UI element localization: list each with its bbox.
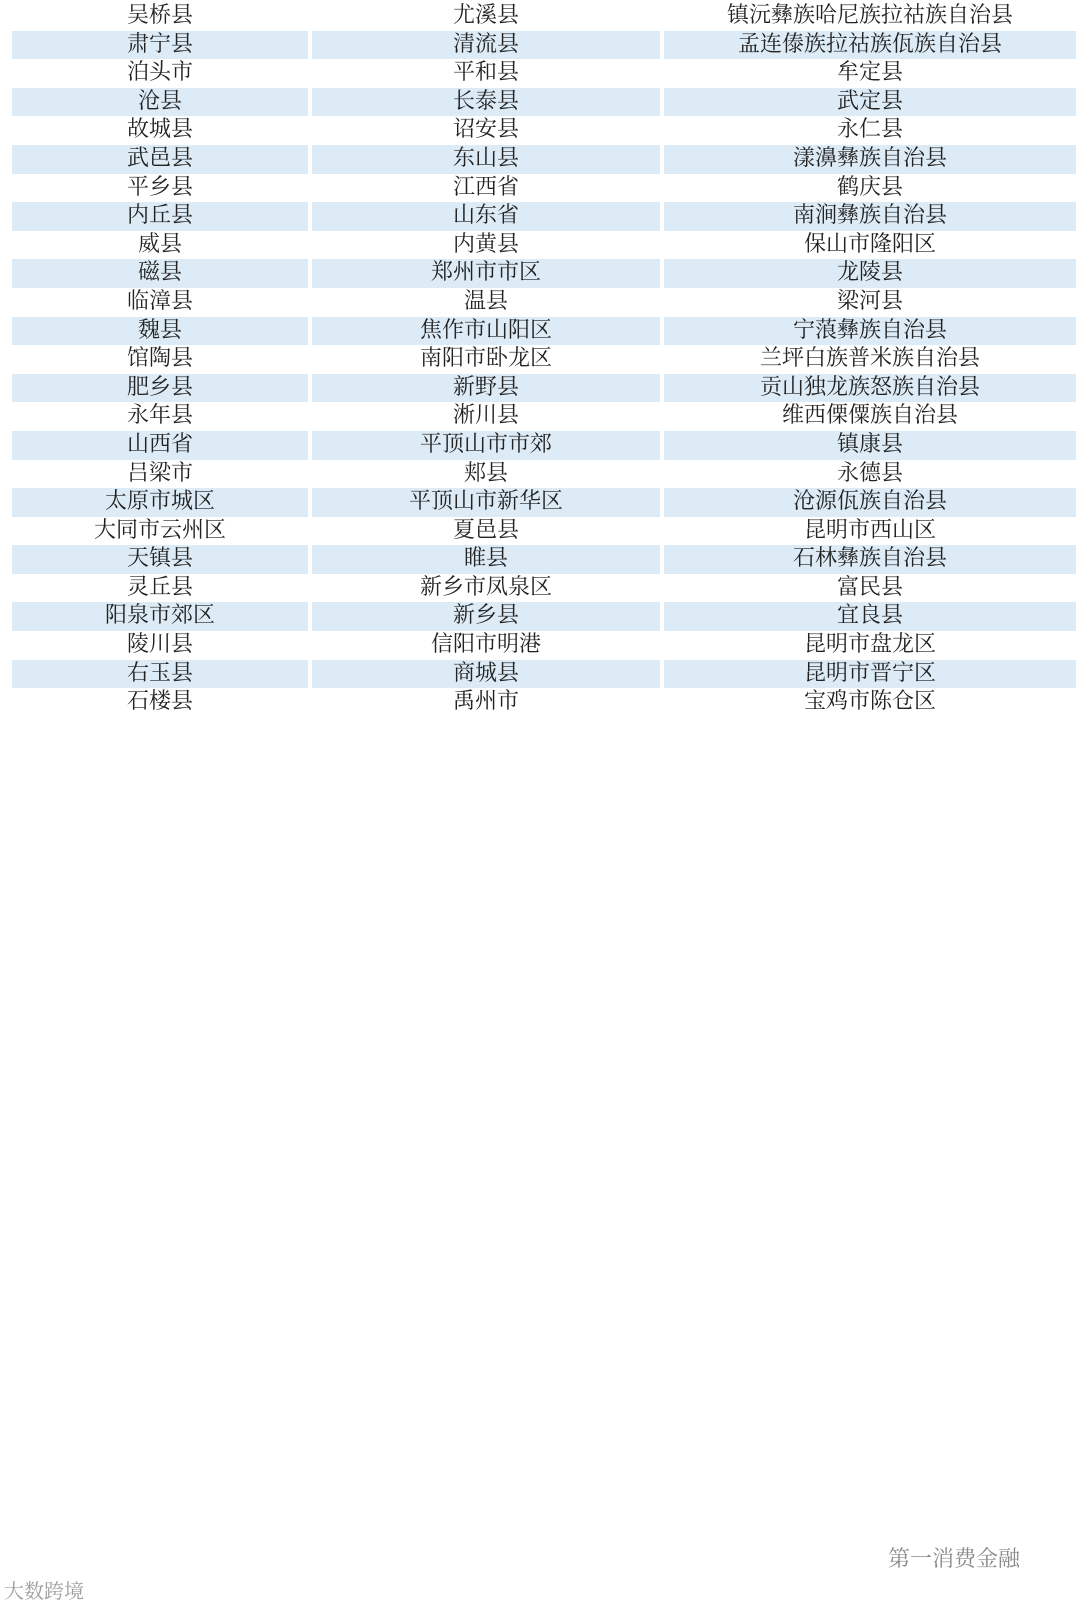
table-row [12,231,1076,260]
table-cell: 阳泉市郊区 [12,602,308,631]
table-cell: 威县 [12,231,308,260]
table-row [12,317,1076,346]
table-cell: 内丘县 [12,202,308,231]
table-cell: 陵川县 [12,631,308,660]
table-cell: 内黄县 [312,231,660,260]
table-cell: 磁县 [12,259,308,288]
table-row [12,431,1076,460]
table-cell: 东山县 [312,145,660,174]
table-cell: 淅川县 [312,402,660,431]
watermark-source: 大数跨境 [4,1579,84,1603]
table-cell: 太原市城区 [12,488,308,517]
table-cell: 宜良县 [664,602,1076,631]
table-cell: 清流县 [312,31,660,60]
table-row [12,174,1076,203]
table-cell: 沧源佤族自治县 [664,488,1076,517]
table-row [12,688,1076,717]
table-cell: 魏县 [12,317,308,346]
table-cell: 故城县 [12,116,308,145]
table-cell: 牟定县 [664,59,1076,88]
table-cell: 富民县 [664,574,1076,603]
table-cell: 昆明市盘龙区 [664,631,1076,660]
table-cell: 镇沅彝族哈尼族拉祜族自治县 [664,2,1076,31]
table-row [12,202,1076,231]
table-row [12,31,1076,60]
table-cell: 诏安县 [312,116,660,145]
table-cell: 昆明市晋宁区 [664,660,1076,689]
table-cell: 维西傈僳族自治县 [664,402,1076,431]
table-row [12,660,1076,689]
table-cell: 新野县 [312,374,660,403]
table-cell: 宝鸡市陈仓区 [664,688,1076,717]
table-cell: 吕梁市 [12,460,308,489]
table-cell: 鹤庆县 [664,174,1076,203]
table-cell: 南涧彝族自治县 [664,202,1076,231]
table-row [12,116,1076,145]
county-list-table [8,2,1080,717]
table-cell: 孟连傣族拉祜族佤族自治县 [664,31,1076,60]
table-cell: 临漳县 [12,288,308,317]
table-row [12,402,1076,431]
table-row [12,574,1076,603]
table-row [12,345,1076,374]
table-cell: 长泰县 [312,88,660,117]
table-cell: 睢县 [312,545,660,574]
table-cell: 温县 [312,288,660,317]
table-cell: 焦作市山阳区 [312,317,660,346]
table-cell: 镇康县 [664,431,1076,460]
table-row [12,288,1076,317]
table-cell: 郏县 [312,460,660,489]
table-row [12,545,1076,574]
table-cell: 石楼县 [12,688,308,717]
table-cell: 永仁县 [664,116,1076,145]
table-cell: 泊头市 [12,59,308,88]
table-cell: 昆明市西山区 [664,517,1076,546]
table-cell: 大同市云州区 [12,517,308,546]
table-cell: 南阳市卧龙区 [312,345,660,374]
table-cell: 右玉县 [12,660,308,689]
table-cell: 禹州市 [312,688,660,717]
table-body [12,2,1076,717]
table-row [12,145,1076,174]
table-cell: 武定县 [664,88,1076,117]
table-cell: 永德县 [664,460,1076,489]
table-cell: 平乡县 [12,174,308,203]
table-row [12,259,1076,288]
table-row [12,602,1076,631]
table-cell: 武邑县 [12,145,308,174]
table-row [12,88,1076,117]
table-cell: 梁河县 [664,288,1076,317]
table-cell: 商城县 [312,660,660,689]
table-cell: 平顶山市市郊 [312,431,660,460]
table-cell: 宁蒗彝族自治县 [664,317,1076,346]
table-cell: 天镇县 [12,545,308,574]
table-row [12,517,1076,546]
table-row [12,488,1076,517]
table-cell: 信阳市明港 [312,631,660,660]
table-cell: 平顶山市新华区 [312,488,660,517]
table-row [12,2,1076,31]
table-cell: 肥乡县 [12,374,308,403]
table-cell: 新乡市凤泉区 [312,574,660,603]
table-row [12,460,1076,489]
table-cell: 馆陶县 [12,345,308,374]
table-cell: 灵丘县 [12,574,308,603]
watermark-wechat: 第一消费金融 [887,1547,1020,1572]
table-cell: 永年县 [12,402,308,431]
table-cell: 沧县 [12,88,308,117]
table-cell: 平和县 [312,59,660,88]
table-cell: 新乡县 [312,602,660,631]
table-cell: 龙陵县 [664,259,1076,288]
table-cell: 尤溪县 [312,2,660,31]
table-cell: 漾濞彝族自治县 [664,145,1076,174]
table-cell: 石林彝族自治县 [664,545,1076,574]
table-cell: 山西省 [12,431,308,460]
table-cell: 兰坪白族普米族自治县 [664,345,1076,374]
table-cell: 山东省 [312,202,660,231]
table-cell: 肃宁县 [12,31,308,60]
table-cell: 郑州市市区 [312,259,660,288]
table-cell: 吴桥县 [12,2,308,31]
table-row [12,59,1076,88]
table-row [12,631,1076,660]
table-cell: 贡山独龙族怒族自治县 [664,374,1076,403]
table-cell: 保山市隆阳区 [664,231,1076,260]
table-cell: 江西省 [312,174,660,203]
table-row [12,374,1076,403]
table-cell: 夏邑县 [312,517,660,546]
